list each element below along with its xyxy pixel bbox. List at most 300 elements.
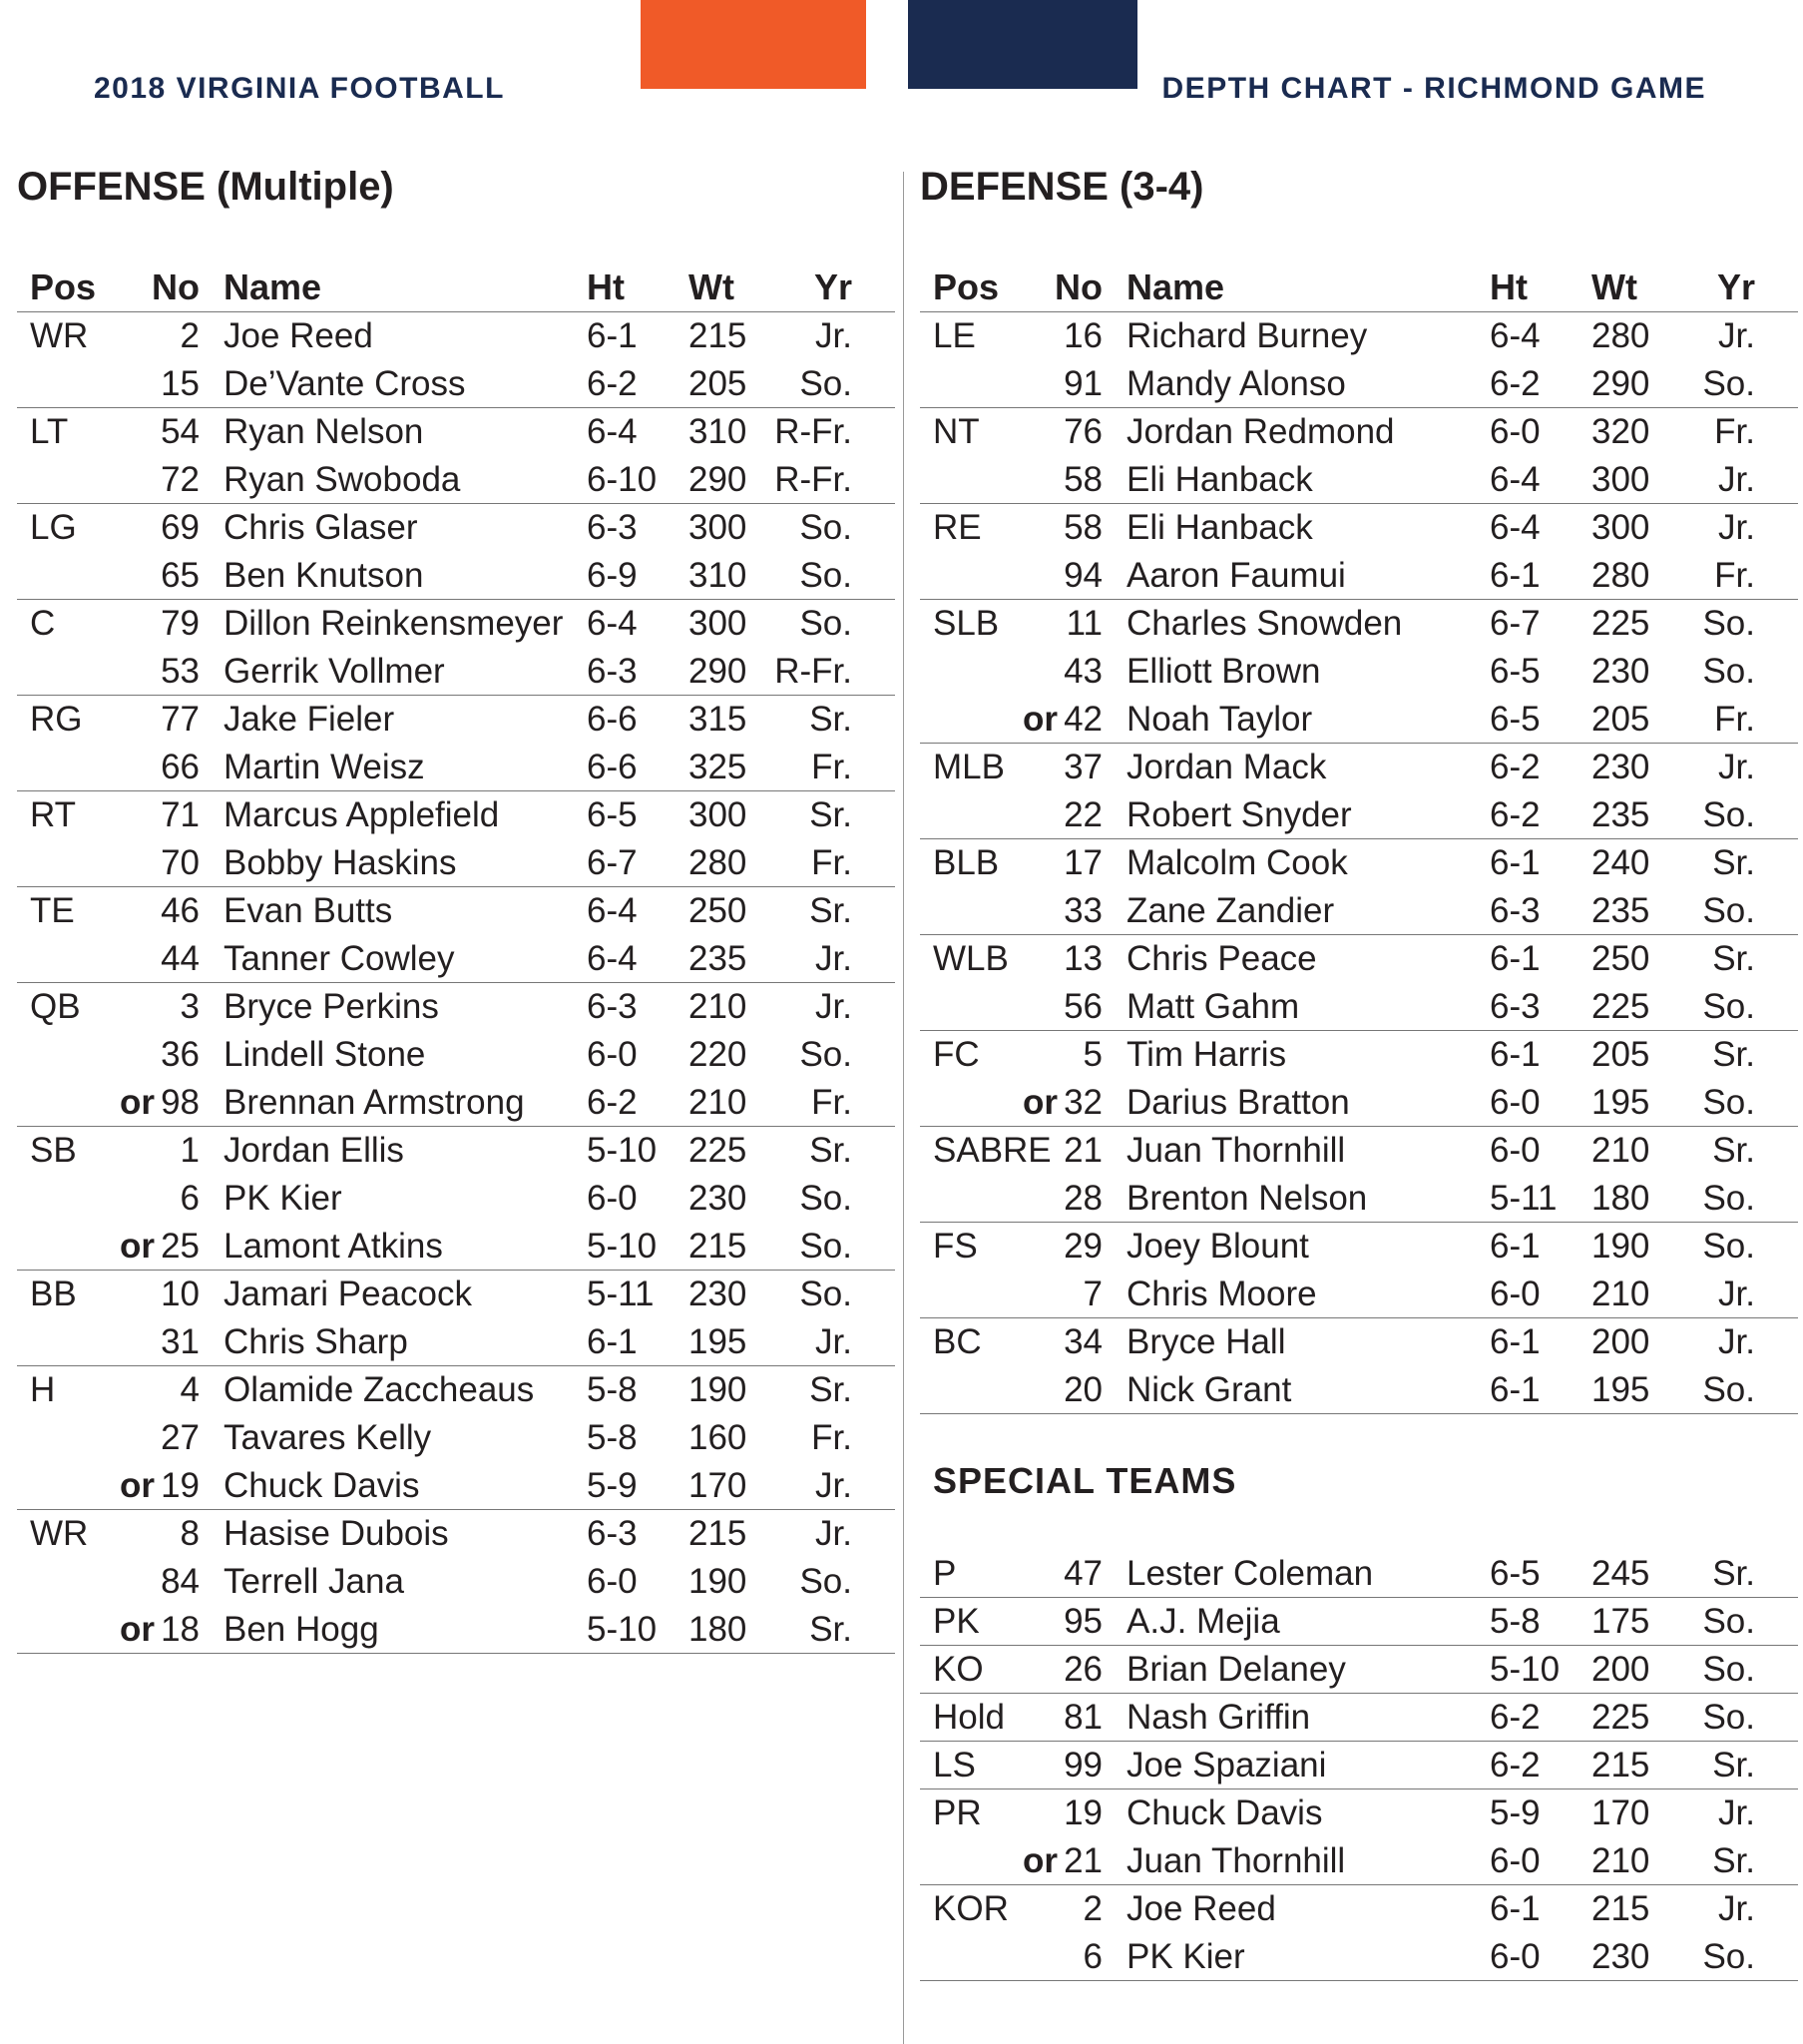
table-row (920, 1366, 1798, 1414)
player-year: Fr. (1714, 700, 1755, 739)
player-height: 6-2 (1490, 748, 1541, 786)
player-height: 5-8 (587, 1418, 638, 1457)
table-row (17, 360, 895, 408)
player-year: Fr. (811, 1418, 852, 1457)
player-year: So. (1702, 1602, 1755, 1641)
player-height: 5-10 (587, 1227, 658, 1266)
player-weight: 230 (1591, 748, 1650, 786)
player-year: Jr. (1718, 460, 1755, 499)
player-name: Mandy Alonso (1127, 364, 1346, 403)
player-weight: 315 (688, 700, 747, 739)
player-year: Sr. (1712, 1841, 1755, 1880)
table-row (17, 648, 895, 696)
player-number: 18 (161, 1610, 200, 1649)
table-row (17, 791, 895, 839)
player-number: 36 (161, 1035, 200, 1074)
table-row (17, 1223, 895, 1271)
player-number: 13 (1064, 939, 1103, 978)
player-weight: 220 (688, 1035, 747, 1074)
table-row (920, 408, 1798, 456)
player-number: 16 (1064, 316, 1103, 355)
table-row (17, 1127, 895, 1175)
player-number: 46 (161, 891, 200, 930)
player-weight: 190 (1591, 1227, 1650, 1266)
player-year: Sr. (1712, 843, 1755, 882)
player-year: Sr. (809, 1370, 852, 1409)
player-year: Fr. (1714, 412, 1755, 451)
player-weight: 205 (1591, 1035, 1650, 1074)
player-height: 6-1 (1490, 556, 1541, 595)
player-name: Jordan Redmond (1127, 412, 1395, 451)
col-yr-header: Yr (813, 266, 852, 307)
player-weight: 195 (688, 1322, 747, 1361)
player-name: De’Vante Cross (224, 364, 466, 403)
col-name-header: Name (1127, 266, 1225, 307)
player-height: 6-0 (1490, 1841, 1541, 1880)
player-name: Chuck Davis (1127, 1793, 1323, 1832)
player-name: Evan Butts (224, 891, 393, 930)
player-year: So. (799, 1275, 852, 1313)
player-year: Sr. (809, 1131, 852, 1170)
player-year: Jr. (1718, 748, 1755, 786)
table-row (920, 456, 1798, 504)
table-row (17, 504, 895, 552)
player-number: 28 (1064, 1179, 1103, 1218)
header-game-title: DEPTH CHART - RICHMOND GAME (1161, 72, 1706, 105)
player-position: WR (30, 316, 89, 355)
table-row (920, 1933, 1798, 1981)
player-year: So. (1702, 1179, 1755, 1218)
player-year: So. (799, 1227, 852, 1266)
player-year: Sr. (1712, 939, 1755, 978)
player-year: Jr. (1718, 1793, 1755, 1832)
player-year: Jr. (1718, 1889, 1755, 1928)
player-height: 6-2 (1490, 1698, 1541, 1737)
special-teams-table (920, 1550, 1798, 1981)
player-position: BB (30, 1275, 77, 1313)
player-number: 25 (161, 1227, 200, 1266)
player-year: Fr. (811, 748, 852, 786)
player-name: Joey Blount (1127, 1227, 1309, 1266)
player-height: 6-3 (587, 652, 638, 691)
table-row (17, 935, 895, 983)
player-year: Jr. (1718, 316, 1755, 355)
player-number: 54 (161, 412, 200, 451)
player-position: WLB (933, 939, 1009, 978)
player-year: Jr. (1718, 1322, 1755, 1361)
player-number: 99 (1064, 1746, 1103, 1785)
player-height: 6-4 (587, 412, 638, 451)
player-year: So. (799, 604, 852, 643)
col-ht-header: Ht (587, 266, 625, 307)
player-year: So. (1702, 604, 1755, 643)
player-number: 8 (180, 1514, 200, 1553)
table-row (920, 1079, 1798, 1127)
player-height: 6-5 (1490, 700, 1541, 739)
player-height: 6-6 (587, 748, 638, 786)
player-height: 6-3 (587, 508, 638, 547)
player-height: 6-0 (1490, 1937, 1541, 1976)
player-weight: 180 (1591, 1179, 1650, 1218)
player-position: LS (933, 1746, 976, 1785)
player-name: Lamont Atkins (224, 1227, 443, 1266)
player-name: Chris Glaser (224, 508, 418, 547)
player-weight: 210 (688, 1083, 747, 1122)
col-pos-header: Pos (933, 266, 1000, 307)
player-height: 6-0 (587, 1562, 638, 1601)
or-label: or (120, 1466, 155, 1505)
player-name: Jordan Ellis (224, 1131, 404, 1170)
player-name: Bryce Hall (1127, 1322, 1286, 1361)
player-weight: 210 (1591, 1275, 1650, 1313)
player-name: A.J. Mejia (1127, 1602, 1280, 1641)
table-row (17, 312, 895, 360)
player-year: So. (799, 1562, 852, 1601)
table-row (920, 360, 1798, 408)
player-position: FS (933, 1227, 978, 1266)
table-row (920, 1598, 1798, 1646)
player-year: So. (1702, 652, 1755, 691)
table-row (17, 1318, 895, 1366)
player-name: Robert Snyder (1127, 795, 1352, 834)
player-weight: 190 (688, 1562, 747, 1601)
player-weight: 210 (688, 987, 747, 1026)
player-weight: 320 (1591, 412, 1650, 451)
player-weight: 180 (688, 1610, 747, 1649)
player-height: 6-0 (1490, 412, 1541, 451)
player-height: 6-3 (1490, 987, 1541, 1026)
player-weight: 280 (688, 843, 747, 882)
player-position: KO (933, 1650, 984, 1689)
player-year: So. (1702, 1698, 1755, 1737)
player-year: So. (799, 556, 852, 595)
player-number: 10 (161, 1275, 200, 1313)
player-number: 19 (1064, 1793, 1103, 1832)
table-row (920, 504, 1798, 552)
player-height: 6-2 (1490, 1746, 1541, 1785)
player-position: LE (933, 316, 976, 355)
player-name: Bobby Haskins (224, 843, 457, 882)
player-name: Eli Hanback (1127, 460, 1313, 499)
player-name: Gerrik Vollmer (224, 652, 445, 691)
player-position: PK (933, 1602, 980, 1641)
player-position: SB (30, 1131, 77, 1170)
player-year: Jr. (815, 316, 852, 355)
table-row (920, 983, 1798, 1031)
player-name: Nick Grant (1127, 1370, 1292, 1409)
player-height: 6-1 (1490, 1889, 1541, 1928)
table-row (17, 1462, 895, 1510)
player-weight: 310 (688, 556, 747, 595)
player-weight: 230 (1591, 652, 1650, 691)
or-label: or (1023, 700, 1058, 739)
player-year: R-Fr. (774, 460, 852, 499)
player-number: 17 (1064, 843, 1103, 882)
col-yr-header: Yr (1716, 266, 1755, 307)
player-height: 5-11 (1490, 1179, 1558, 1218)
player-height: 6-2 (1490, 795, 1541, 834)
or-label: or (1023, 1841, 1058, 1880)
player-weight: 300 (1591, 508, 1650, 547)
player-number: 15 (161, 364, 200, 403)
player-name: Jamari Peacock (224, 1275, 472, 1313)
player-height: 6-1 (1490, 1322, 1541, 1361)
player-height: 6-4 (1490, 316, 1541, 355)
player-name: Matt Gahm (1127, 987, 1300, 1026)
player-year: So. (1702, 1083, 1755, 1122)
player-weight: 230 (1591, 1937, 1650, 1976)
player-number: 6 (180, 1179, 200, 1218)
player-name: Jordan Mack (1127, 748, 1327, 786)
table-row (920, 1318, 1798, 1366)
player-year: Sr. (809, 700, 852, 739)
table-row (17, 887, 895, 935)
player-height: 6-1 (1490, 1370, 1541, 1409)
player-year: Sr. (809, 891, 852, 930)
player-name: Darius Bratton (1127, 1083, 1350, 1122)
player-year: So. (1702, 1650, 1755, 1689)
player-year: So. (1702, 891, 1755, 930)
table-row (17, 1079, 895, 1127)
player-weight: 160 (688, 1418, 747, 1457)
player-year: Sr. (1712, 1746, 1755, 1785)
player-weight: 250 (688, 891, 747, 930)
table-row (920, 1837, 1798, 1885)
player-height: 5-10 (587, 1610, 658, 1649)
player-year: R-Fr. (774, 652, 852, 691)
col-wt-header: Wt (1591, 266, 1637, 307)
player-name: Tanner Cowley (224, 939, 455, 978)
player-number: 81 (1064, 1698, 1103, 1737)
player-number: 76 (1064, 412, 1103, 451)
player-name: Zane Zandier (1127, 891, 1335, 930)
player-height: 6-9 (587, 556, 638, 595)
player-number: 2 (1083, 1889, 1103, 1928)
header-program-title: 2018 VIRGINIA FOOTBALL (94, 72, 505, 105)
player-number: 69 (161, 508, 200, 547)
player-height: 6-0 (1490, 1275, 1541, 1313)
player-year: Jr. (815, 1322, 852, 1361)
defense-table (920, 261, 1798, 1414)
player-height: 6-7 (587, 843, 638, 882)
table-row (920, 648, 1798, 696)
player-weight: 300 (688, 508, 747, 547)
player-weight: 300 (688, 604, 747, 643)
column-divider (903, 172, 904, 2044)
player-name: Chris Sharp (224, 1322, 408, 1361)
player-number: 91 (1064, 364, 1103, 403)
player-number: 20 (1064, 1370, 1103, 1409)
player-number: 3 (180, 987, 200, 1026)
table-row (920, 1742, 1798, 1789)
player-year: Sr. (1712, 1131, 1755, 1170)
player-year: So. (799, 1179, 852, 1218)
table-row (920, 935, 1798, 983)
player-name: Richard Burney (1127, 316, 1368, 355)
table-row (17, 983, 895, 1031)
player-height: 5-10 (587, 1131, 658, 1170)
player-height: 5-9 (587, 1466, 638, 1505)
player-name: Bryce Perkins (224, 987, 439, 1026)
player-number: 84 (161, 1562, 200, 1601)
player-height: 5-11 (587, 1275, 655, 1313)
player-height: 6-4 (587, 939, 638, 978)
table-row (920, 552, 1798, 600)
player-number: 32 (1064, 1083, 1103, 1122)
player-number: 43 (1064, 652, 1103, 691)
player-position: H (30, 1370, 56, 1409)
player-weight: 300 (688, 795, 747, 834)
player-position: LG (30, 508, 77, 547)
player-year: Fr. (1714, 556, 1755, 595)
player-weight: 215 (1591, 1746, 1650, 1785)
player-weight: 280 (1591, 316, 1650, 355)
defense-header-row (920, 261, 1798, 312)
player-weight: 280 (1591, 556, 1650, 595)
table-row (920, 1885, 1798, 1933)
player-height: 6-4 (587, 604, 638, 643)
player-number: 95 (1064, 1602, 1103, 1641)
player-name: Joe Reed (224, 316, 373, 355)
player-name: Lindell Stone (224, 1035, 426, 1074)
or-label: or (1023, 1083, 1058, 1122)
player-height: 6-5 (587, 795, 638, 834)
player-position: SABRE (933, 1131, 1052, 1170)
player-name: PK Kier (1127, 1937, 1245, 1976)
table-row (920, 744, 1798, 791)
navy-color-bar (908, 0, 1137, 89)
table-row (17, 408, 895, 456)
player-name: Chuck Davis (224, 1466, 420, 1505)
player-year: Sr. (1712, 1035, 1755, 1074)
player-position: RT (30, 795, 77, 834)
player-height: 6-7 (1490, 604, 1541, 643)
player-year: Fr. (811, 843, 852, 882)
player-weight: 325 (688, 748, 747, 786)
table-row (920, 1175, 1798, 1223)
player-number: 72 (161, 460, 200, 499)
player-number: 21 (1064, 1841, 1103, 1880)
col-pos-header: Pos (30, 266, 97, 307)
player-height: 6-1 (587, 1322, 638, 1361)
table-row (17, 1414, 895, 1462)
player-number: 44 (161, 939, 200, 978)
player-weight: 235 (688, 939, 747, 978)
player-name: Brian Delaney (1127, 1650, 1346, 1689)
player-height: 6-1 (1490, 939, 1541, 978)
table-row (920, 1271, 1798, 1318)
table-row (920, 1789, 1798, 1837)
player-position: TE (30, 891, 75, 930)
col-name-header: Name (224, 266, 322, 307)
player-number: 94 (1064, 556, 1103, 595)
player-name: Marcus Applefield (224, 795, 500, 834)
player-height: 6-3 (587, 987, 638, 1026)
defense-title: DEFENSE (3-4) (920, 165, 1204, 209)
table-row (17, 1366, 895, 1414)
player-weight: 225 (1591, 604, 1650, 643)
player-number: 58 (1064, 508, 1103, 547)
player-weight: 215 (688, 1227, 747, 1266)
player-number: 56 (1064, 987, 1103, 1026)
player-weight: 215 (688, 316, 747, 355)
player-number: 79 (161, 604, 200, 643)
player-year: So. (799, 364, 852, 403)
player-year: So. (1702, 795, 1755, 834)
table-row (920, 1694, 1798, 1742)
player-name: Hasise Dubois (224, 1514, 449, 1553)
player-number: 29 (1064, 1227, 1103, 1266)
player-number: 70 (161, 843, 200, 882)
player-height: 6-2 (587, 364, 638, 403)
player-height: 6-0 (587, 1035, 638, 1074)
player-height: 6-10 (587, 460, 658, 499)
player-name: Olamide Zaccheaus (224, 1370, 535, 1409)
player-height: 6-1 (1490, 1227, 1541, 1266)
player-name: Ryan Nelson (224, 412, 424, 451)
player-name: Lester Coleman (1127, 1554, 1374, 1593)
player-name: Noah Taylor (1127, 700, 1313, 739)
table-row (17, 1510, 895, 1558)
player-position: RG (30, 700, 83, 739)
table-row (17, 839, 895, 887)
player-weight: 235 (1591, 891, 1650, 930)
player-name: Charles Snowden (1127, 604, 1403, 643)
player-number: 21 (1064, 1131, 1103, 1170)
player-year: Jr. (815, 987, 852, 1026)
table-row (17, 1606, 895, 1654)
player-height: 6-4 (587, 891, 638, 930)
player-name: Chris Moore (1127, 1275, 1317, 1313)
player-weight: 230 (688, 1179, 747, 1218)
player-weight: 225 (1591, 987, 1650, 1026)
player-height: 6-1 (1490, 843, 1541, 882)
player-position: P (933, 1554, 957, 1593)
player-position: NT (933, 412, 980, 451)
player-number: 58 (1064, 460, 1103, 499)
player-number: 66 (161, 748, 200, 786)
player-number: 6 (1083, 1937, 1103, 1976)
player-number: 2 (180, 316, 200, 355)
player-number: 65 (161, 556, 200, 595)
player-name: Juan Thornhill (1127, 1841, 1346, 1880)
player-number: 4 (180, 1370, 200, 1409)
player-name: Joe Spaziani (1127, 1746, 1327, 1785)
player-weight: 225 (1591, 1698, 1650, 1737)
table-row (17, 1271, 895, 1318)
player-year: Jr. (815, 1466, 852, 1505)
player-number: 27 (161, 1418, 200, 1457)
or-label: or (120, 1610, 155, 1649)
player-height: 6-0 (1490, 1083, 1541, 1122)
player-weight: 250 (1591, 939, 1650, 978)
player-number: 7 (1083, 1275, 1103, 1313)
player-weight: 290 (1591, 364, 1650, 403)
player-height: 5-8 (1490, 1602, 1541, 1641)
col-no-header: No (1055, 266, 1103, 307)
player-year: So. (799, 1035, 852, 1074)
player-height: 6-1 (1490, 1035, 1541, 1074)
player-name: Juan Thornhill (1127, 1131, 1346, 1170)
player-name: Nash Griffin (1127, 1698, 1311, 1737)
offense-header-row (17, 261, 895, 312)
player-position: Hold (933, 1698, 1005, 1737)
player-year: Sr. (1712, 1554, 1755, 1593)
player-year: R-Fr. (774, 412, 852, 451)
player-weight: 175 (1591, 1602, 1650, 1641)
offense-table (17, 261, 895, 1654)
special-teams-title: SPECIAL TEAMS (933, 1460, 1237, 1501)
